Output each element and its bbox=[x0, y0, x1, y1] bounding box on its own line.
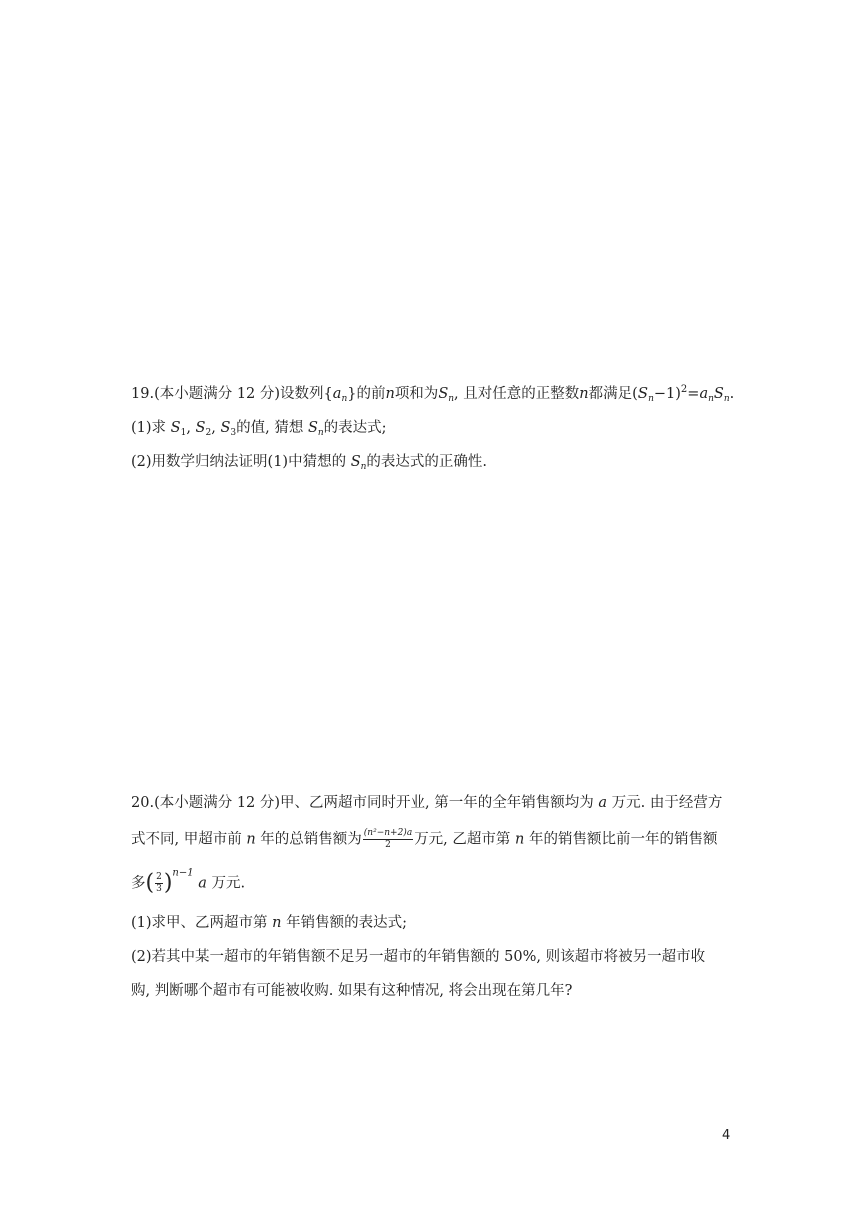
q19-text: −1) bbox=[653, 386, 681, 402]
q20-text: 式不同, 甲超市前 bbox=[131, 831, 242, 848]
sub-3: 3 bbox=[230, 428, 237, 438]
q20-line3 bbox=[131, 867, 246, 896]
q19-text: 的表达式的正确性. bbox=[366, 454, 488, 470]
q20-line1 bbox=[131, 793, 722, 813]
q20-text: 年销售额的表达式; bbox=[286, 915, 407, 931]
var-a: a bbox=[699, 386, 709, 402]
q19-part2-label: (2)用数学归纳法证明(1)中猜想的 bbox=[131, 454, 347, 470]
q20-points: (本小题满分 12 分) bbox=[154, 795, 281, 811]
fraction-denominator: 2 bbox=[385, 840, 391, 850]
q19-part1 bbox=[131, 418, 387, 438]
q19-text: . bbox=[729, 386, 735, 402]
q19-line1 bbox=[131, 383, 734, 404]
q19-text: }的前 bbox=[347, 386, 386, 402]
q20-text: 年的销售额比前一年的销售额 bbox=[528, 831, 718, 848]
var-n: n bbox=[385, 386, 395, 402]
q19-text: 的值, 猜想 bbox=[236, 420, 304, 436]
var-a: a bbox=[332, 386, 342, 402]
q20-text: 万元. 由于经营方 bbox=[611, 795, 723, 811]
var-S: S bbox=[438, 386, 449, 402]
sub-2: 2 bbox=[205, 428, 212, 438]
power-base-denominator: 3 bbox=[156, 884, 162, 894]
q19-text: 都满足( bbox=[588, 386, 638, 402]
var-S: S bbox=[350, 454, 361, 470]
fraction-total-sales bbox=[363, 828, 413, 851]
sub-n: n bbox=[317, 428, 324, 438]
q20-text: 甲、乙两超市同时开业, 第一年的全年销售额均为 bbox=[280, 795, 594, 811]
q20-part2-text: (2)若其中某一超市的年销售额不足另一超市的年销售额的 50%, 则该超市将被另一超市收 bbox=[131, 949, 706, 965]
var-n: n bbox=[579, 386, 589, 402]
q20-part2-text: 购, 判断哪个超市有可能被收购. 如果有这种情况, 将会出现在第几年? bbox=[131, 983, 573, 999]
q19-text: 项和为 bbox=[394, 386, 439, 402]
q19-text: 的表达式; bbox=[323, 420, 387, 436]
fraction-numerator: (n²−n+2)a bbox=[363, 828, 413, 838]
var-S: S bbox=[220, 420, 231, 436]
q20-text: 多 bbox=[131, 875, 146, 892]
q20-part2-line1 bbox=[131, 947, 705, 967]
var-n: n bbox=[515, 831, 525, 848]
q19-text: 设数列{ bbox=[280, 386, 333, 402]
var-a: a bbox=[198, 875, 207, 892]
sup-2: 2 bbox=[680, 384, 688, 395]
q19-number: 19. bbox=[131, 386, 155, 402]
var-S: S bbox=[195, 420, 206, 436]
q19-text: = bbox=[687, 386, 700, 402]
comma: , bbox=[211, 420, 216, 436]
q19-part2 bbox=[131, 452, 487, 472]
sub-n: n bbox=[708, 394, 714, 404]
q19-text: , 且对任意的正整数 bbox=[454, 386, 580, 402]
sub-n: n bbox=[723, 394, 730, 404]
power-exponent: n−1 bbox=[172, 867, 194, 879]
sub-1: 1 bbox=[180, 428, 187, 438]
q20-text: 万元. bbox=[211, 875, 246, 892]
sub-n: n bbox=[448, 394, 455, 404]
sub-n: n bbox=[341, 394, 348, 404]
var-S: S bbox=[307, 420, 318, 436]
var-a: a bbox=[598, 795, 608, 811]
q20-number: 20. bbox=[131, 795, 155, 811]
var-n: n bbox=[272, 915, 282, 931]
q20-part1-label: (1)求甲、乙两超市第 bbox=[131, 915, 268, 931]
q19-points: (本小题满分 12 分) bbox=[154, 386, 281, 402]
q19-part1-label: (1)求 bbox=[131, 420, 167, 436]
var-S: S bbox=[713, 386, 724, 402]
sub-n: n bbox=[648, 394, 654, 404]
q20-part2-line2 bbox=[131, 981, 572, 1001]
var-n: n bbox=[246, 831, 256, 848]
page-number: 4 bbox=[722, 1128, 731, 1143]
power-base-numerator: 2 bbox=[156, 872, 162, 882]
comma: , bbox=[186, 420, 191, 436]
sub-n: n bbox=[360, 462, 367, 472]
q20-text: 万元, 乙超市第 bbox=[414, 831, 511, 848]
var-S: S bbox=[637, 384, 649, 402]
q20-text: 年的总销售额为 bbox=[260, 831, 362, 848]
var-S: S bbox=[170, 420, 181, 436]
q20-line2 bbox=[131, 828, 717, 851]
q20-part1 bbox=[131, 913, 407, 933]
power-expression: ( $\frac{2}{3}$ ) bbox=[145, 870, 173, 896]
